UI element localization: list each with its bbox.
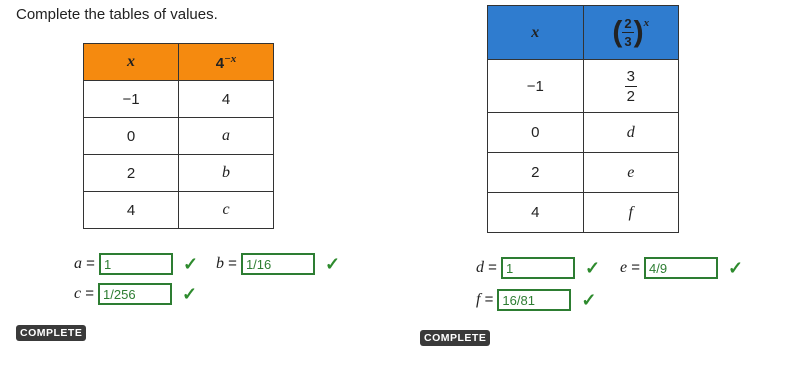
answer-c: c = 1/256 ✓ bbox=[74, 283, 197, 305]
answer-b-input[interactable] bbox=[241, 253, 315, 275]
table-row bbox=[488, 60, 679, 113]
cell-value: a bbox=[179, 118, 274, 155]
cell-x: 0 bbox=[488, 113, 584, 153]
answer-e-input[interactable] bbox=[644, 257, 718, 279]
cell-value: d bbox=[583, 113, 679, 153]
answer-a: a = 1 ✓ bbox=[74, 253, 198, 275]
answer-f-input[interactable] bbox=[497, 289, 571, 311]
answer-d: d = 1 ✓ bbox=[476, 257, 600, 279]
cell-value: f bbox=[583, 193, 679, 233]
values-table-2 bbox=[487, 5, 679, 233]
table-row bbox=[488, 153, 679, 193]
cell-x: 2 bbox=[488, 153, 584, 193]
expr-base: 4 bbox=[215, 54, 225, 72]
cell-value: e bbox=[583, 153, 679, 193]
cell-value bbox=[583, 60, 679, 113]
answer-c-input[interactable] bbox=[98, 283, 172, 305]
table-row bbox=[84, 155, 274, 192]
cell-x: 4 bbox=[488, 193, 584, 233]
answer-d-input[interactable] bbox=[501, 257, 575, 279]
answer-a-input[interactable] bbox=[99, 253, 173, 275]
table-header-row bbox=[488, 6, 679, 60]
header-expression bbox=[179, 44, 274, 81]
expr-exponent: x bbox=[643, 17, 650, 29]
value-fraction: $\frac{3}{2}$ bbox=[626, 67, 635, 105]
checkmark-icon: ✓ bbox=[324, 253, 341, 274]
table-row bbox=[84, 118, 274, 155]
checkmark-icon: ✓ bbox=[182, 253, 199, 274]
checkmark-icon: ✓ bbox=[584, 257, 601, 278]
checkmark-icon: ✓ bbox=[728, 257, 744, 278]
cell-value: c bbox=[179, 192, 274, 229]
table-header-row bbox=[84, 44, 274, 81]
answer-b: b = 1/16 ✓ bbox=[216, 253, 340, 275]
cell-value: b bbox=[179, 155, 274, 192]
values-table-1 bbox=[83, 43, 274, 229]
cell-x: 2 bbox=[84, 155, 179, 192]
complete-badge: COMPLETE bbox=[420, 330, 490, 346]
cell-x: 0 bbox=[84, 118, 179, 155]
expr-exponent: −x bbox=[224, 52, 237, 65]
cell-x: 4 bbox=[84, 192, 179, 229]
table-row bbox=[84, 81, 274, 118]
checkmark-icon: ✓ bbox=[581, 289, 597, 310]
cell-x: −1 bbox=[84, 81, 179, 118]
header-expression: ( $\frac{2}{3}$ )$^x$ bbox=[583, 6, 679, 60]
complete-badge: COMPLETE bbox=[16, 325, 86, 341]
answer-f: f = 16/81 ✓ bbox=[476, 289, 596, 311]
table-row bbox=[488, 113, 679, 153]
cell-value: 4 bbox=[179, 81, 274, 118]
header-fraction: $\frac{2}{3}$ bbox=[624, 16, 632, 49]
answer-e: e = 4/9 ✓ bbox=[620, 257, 743, 279]
instruction-text: Complete the tables of values. bbox=[16, 6, 218, 23]
table-row bbox=[84, 192, 274, 229]
header-x: x bbox=[488, 6, 584, 60]
checkmark-icon: ✓ bbox=[182, 283, 198, 304]
cell-x: −1 bbox=[488, 60, 584, 113]
table-row bbox=[488, 193, 679, 233]
header-x: x bbox=[84, 44, 179, 81]
